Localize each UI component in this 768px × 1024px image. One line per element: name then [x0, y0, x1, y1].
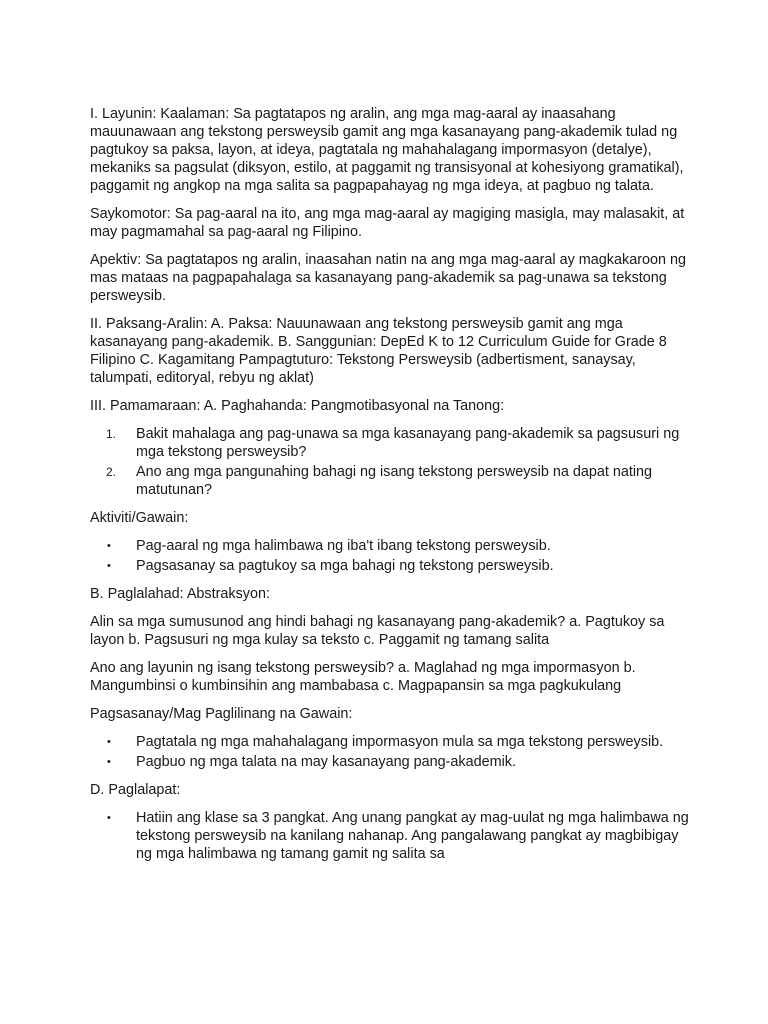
list-item [90, 537, 690, 555]
list-number: 2. [106, 465, 117, 479]
objectives-knowledge-paragraph: I. Layunin: Kaalaman: Sa pagtatapos ng aralin, ang mga mag-aaral ay inaasahang mauunawaan ang tekstong persweysib gamit ang mga kasanayang pang-akademik tulad ng pagtukoy sa paksa, layon, at ideya, pagtatala ng mahahalagang impormasyon (detalye), mekaniks sa pagsulat (diksyon, estilo, at paggamit ng transisyonal at kohesiyong gramatikal), paggamit ng angkop na mga salita sa pagpapahayag ng mga ideya, at pagbuo ng talata. [90, 106, 684, 194]
list-item-text: Hatiin ang klase sa 3 pangkat. Ang unang pangkat ay mag-uulat ng mga halimbawa ng tekstong persweysib na kanilang nahanap. Ang pangalawang pangkat ay magbibigay ng mga halimbawa ng tamang gamit ng salita sa [136, 810, 689, 862]
list-number: 1. [106, 427, 117, 441]
list-item [90, 809, 690, 863]
objectives-psychomotor-paragraph: Saykomotor: Sa pag-aaral na ito, ang mga mag-aaral ay magiging masigla, may malasakit, at may pagmamahal sa pag-aaral ng Filipino. [90, 206, 685, 240]
list-item-text: Pagsasanay sa pagtukoy sa mga bahagi ng tekstong persweysib. [136, 558, 554, 574]
bullet-icon: • [107, 736, 111, 748]
document-body [90, 105, 690, 873]
list-item-text: Pagtatala ng mga mahahalagang impormasyon mula sa mga tekstong persweysib. [136, 734, 664, 750]
bullet-icon: • [107, 812, 111, 824]
list-item-text: Bakit mahalaga ang pag-unawa sa mga kasanayang pang-akademik sa pagsusuri ng mga tekstong persweysib? [136, 426, 680, 460]
motivational-questions-list [90, 425, 690, 499]
list-item-text: Ano ang mga pangunahing bahagi ng isang tekstong persweysib na dapat nating matutunan? [136, 464, 653, 498]
list-item [90, 753, 690, 771]
bullet-icon: • [107, 560, 111, 572]
list-item-text: Pag-aaral ng mga halimbawa ng iba't ibang tekstong persweysib. [136, 538, 551, 554]
activity-list [90, 537, 690, 575]
bullet-icon: • [107, 756, 111, 768]
list-item [90, 733, 690, 751]
abstraction-question-1: Alin sa mga sumusunod ang hindi bahagi ng kasanayang pang-akademik? a. Pagtukoy sa layon b. Pagsusuri ng mga kulay sa teksto c. Paggamit ng tamang salita [90, 614, 665, 648]
abstraction-question-2: Ano ang layunin ng isang tekstong persweysib? a. Maglahad ng mga impormasyon b. Mangumbinsi o kumbinsihin ang mambabasa c. Magpapansin sa mga pagkukulang [90, 660, 636, 694]
subject-matter-paragraph: II. Paksang-Aralin: A. Paksa: Nauunawaan ang tekstong persweysib gamit ang mga kasanayang pang-akademik. B. Sanggunian: DepEd K to 12 Curriculum Guide for Grade 8 Filipino C. Kagamitang Pampagtuturo: Tekstong Persweysib (adbertisment, sanaysay, talumpati, editoryal, rebyu ng aklat) [90, 316, 667, 386]
list-item [90, 463, 690, 499]
procedure-heading: III. Pamamaraan: A. Paghahanda: Pangmotibasyonal na Tanong: [90, 398, 505, 414]
objectives-affective-paragraph: Apektiv: Sa pagtatapos ng aralin, inaasahan natin na ang mga mag-aaral ay magkakaroon ng mas mataas na pagpapahalaga sa kasanayang pang-akademik sa pag-unawa sa tekstong persweysib. [90, 252, 687, 304]
list-item [90, 425, 690, 461]
presentation-heading: B. Paglalahad: Abstraksyon: [90, 586, 270, 602]
application-heading: D. Paglalapat: [90, 782, 181, 798]
application-list [90, 809, 690, 863]
bullet-icon: • [107, 540, 111, 552]
list-item [90, 557, 690, 575]
list-item-text: Pagbuo ng mga talata na may kasanayang pang-akademik. [136, 754, 517, 770]
practice-list [90, 733, 690, 771]
activity-heading: Aktiviti/Gawain: [90, 510, 189, 526]
practice-heading: Pagsasanay/Mag Paglilinang na Gawain: [90, 706, 353, 722]
